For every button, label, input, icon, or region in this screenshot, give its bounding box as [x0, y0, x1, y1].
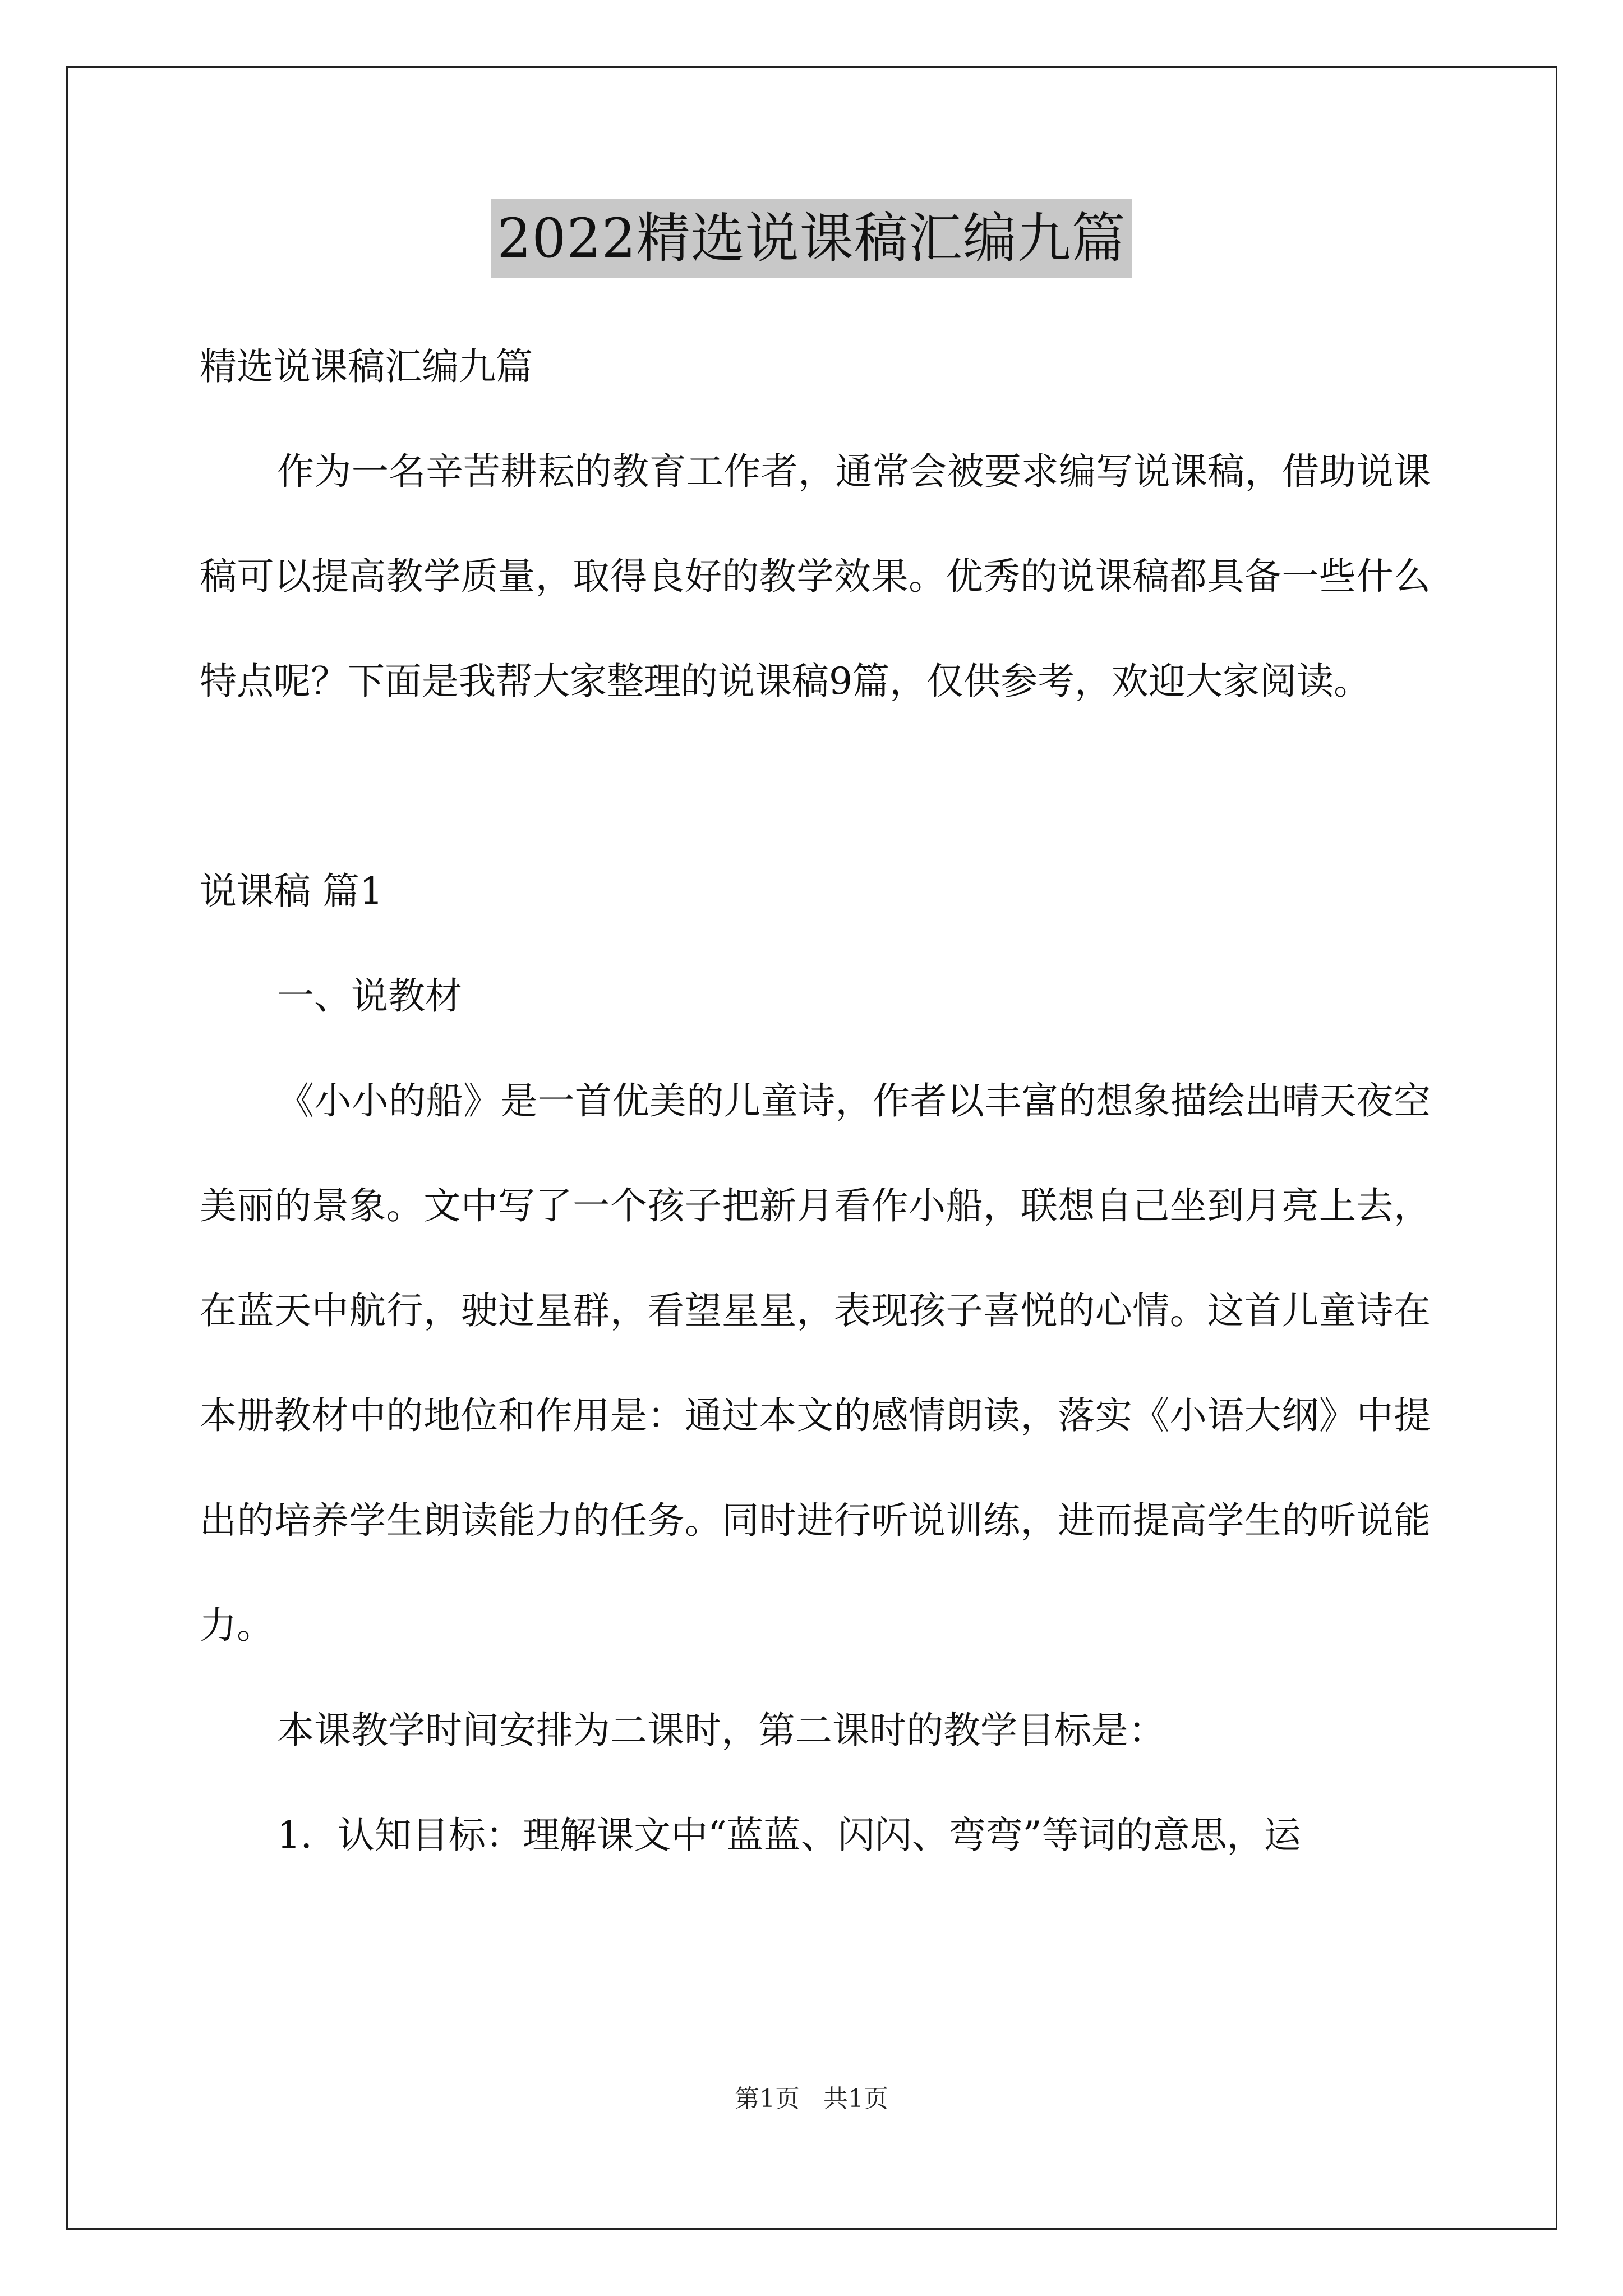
- document-body: [200, 314, 1431, 1888]
- section-subheading: 一、说教材: [277, 974, 462, 1018]
- spacer: [200, 734, 1431, 839]
- body-paragraph: 本课教学时间安排为二课时，第二课时的教学目标是：: [277, 1709, 1165, 1752]
- page-number: 第1页: [735, 2085, 800, 2113]
- section-heading: 说课稿 篇1: [200, 869, 383, 913]
- title-container: [0, 199, 1623, 278]
- body-paragraph: 1．认知目标：理解课文中“蓝蓝、闪闪、弯弯”等词的意思，运: [277, 1814, 1301, 1857]
- page-footer: [0, 2082, 1623, 2116]
- page-total: 共1页: [823, 2085, 888, 2113]
- document-subtitle: 精选说课稿汇编九篇: [200, 345, 533, 388]
- intro-paragraph: 作为一名辛苦耕耘的教育工作者，通常会被要求编写说课稿，借助说课稿可以提高教学质量，取得良好的教学效果。优秀的说课稿都具备一些什么特点呢？下面是我帮大家整理的说课稿9篇，仅供参考，欢迎大家阅读。: [200, 450, 1431, 703]
- document-title: 2022精选说课稿汇编九篇: [491, 199, 1131, 278]
- body-paragraph: 《小小的船》是一首优美的儿童诗，作者以丰富的想象描绘出晴天夜空美丽的景象。文中写了一个孩子把新月看作小船，联想自己坐到月亮上去，在蓝天中航行，驶过星群，看望星星，表现孩子喜悦的心情。这首儿童诗在本册教材中的地位和作用是：通过本文的感情朗读，落实《小语大纲》中提出的培养学生朗读能力的任务。同时进行听说训练，进而提高学生的听说能力。: [200, 1079, 1431, 1647]
